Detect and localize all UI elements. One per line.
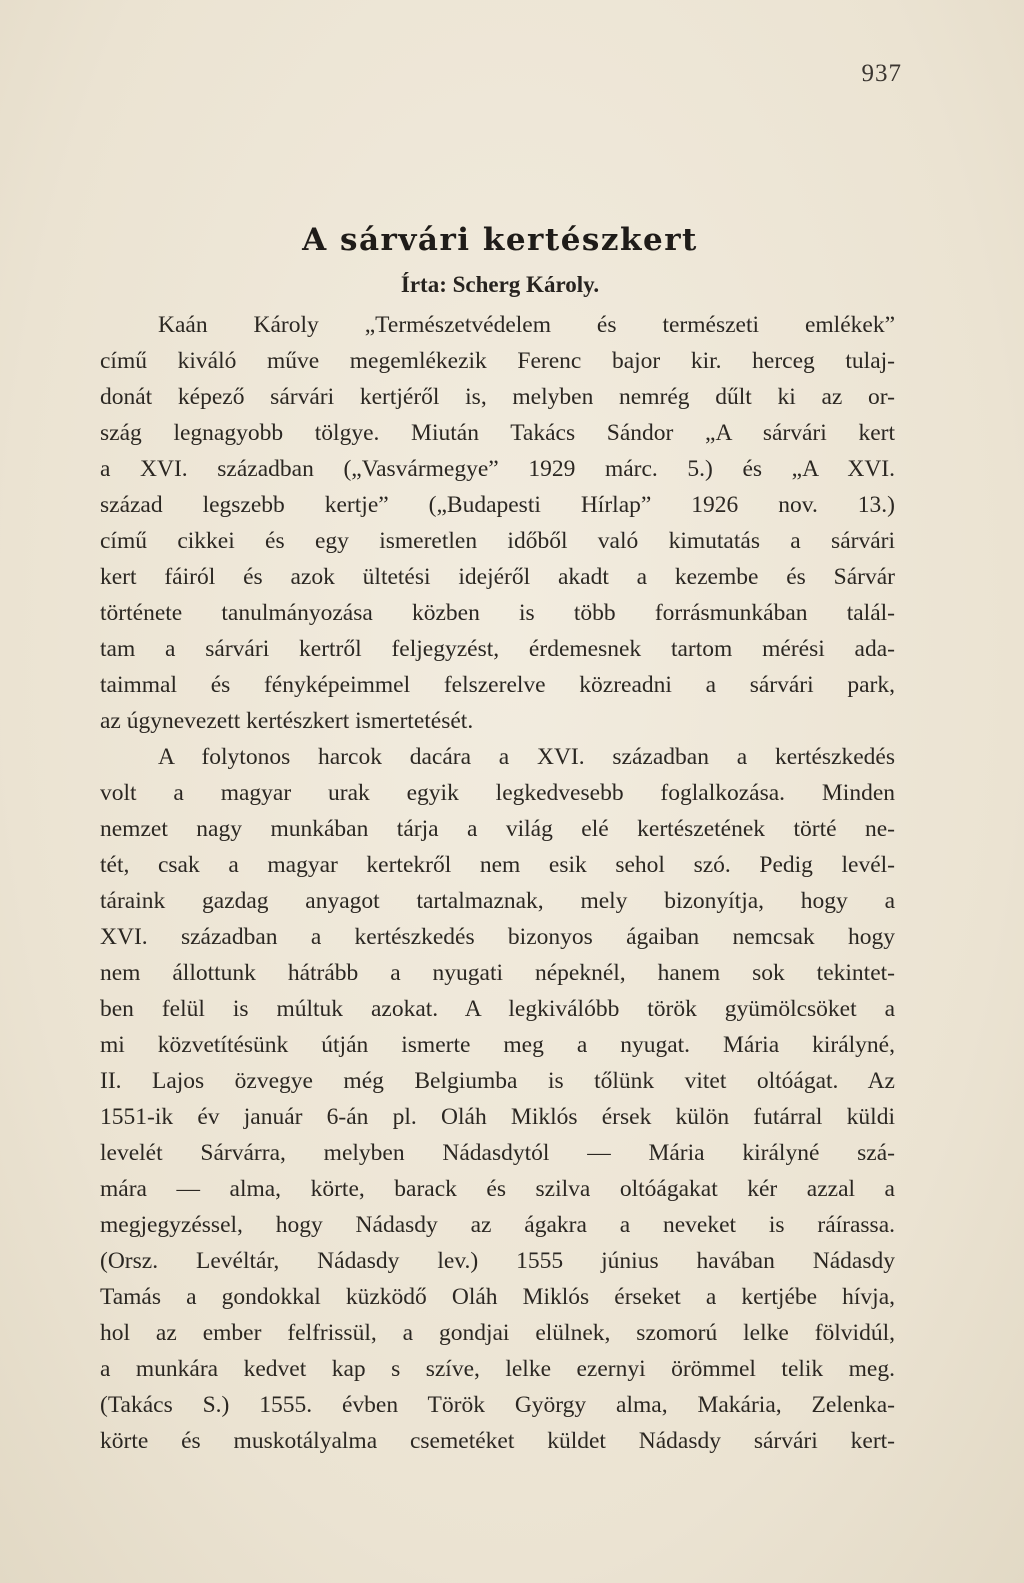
text-line: 1551-ik év január 6-án pl. Oláh Miklós érsek külön futárral küldi: [100, 1104, 895, 1130]
text-line: II. Lajos özvegye még Belgiumba is tőlünk vitet oltóágat. Az: [100, 1068, 895, 1094]
text-line: története tanulmányozása közben is több forrásmunkában talál-: [100, 600, 895, 626]
text-line: táraink gazdag anyagot tartalmaznak, mely bizonyítja, hogy a: [100, 888, 895, 914]
text-line: a XVI. században („Vasvármegye” 1929 márc. 5.) és „A XVI.: [100, 456, 895, 482]
text-line: mára — alma, körte, barack és szilva oltóágakat kér azzal a: [100, 1176, 895, 1202]
text-line: XVI. században a kertészkedés bizonyos ágaiban nemcsak hogy: [100, 924, 895, 950]
page-number: 937: [861, 60, 902, 87]
text-line: az úgynevezett kertészkert ismertetését.: [100, 708, 474, 734]
text-line: hol az ember felfrissül, a gondjai elülnek, szomorú lelke fölvidúl,: [100, 1320, 895, 1346]
author-byline: Írta: Scherg Károly.: [400, 272, 600, 297]
text-line: taimmal és fényképeimmel felszerelve közreadni a sárvári park,: [100, 672, 895, 698]
text-line: A folytonos harcok dacára a XVI. században a kertészkedés: [158, 744, 895, 770]
article-body: [100, 307, 895, 1459]
text-line: nem állottunk hátrább a nyugati népeknél, hanem sok tekintet-: [100, 960, 895, 986]
text-line: című cikkei és egy ismeretlen időből való kimutatás a sárvári: [100, 528, 895, 554]
text-line: című kiváló műve megemlékezik Ferenc bajor kir. herceg tulaj-: [100, 348, 895, 374]
text-line: megjegyzéssel, hogy Nádasdy az ágakra a neveket is ráírassa.: [100, 1212, 895, 1238]
text-line: Kaán Károly „Természetvédelem és természeti emlékek”: [158, 312, 895, 338]
text-line: volt a magyar urak egyik legkedvesebb foglalkozása. Minden: [100, 780, 895, 806]
text-line: mi közvetítésünk útján ismerte meg a nyugat. Mária királyné,: [100, 1032, 895, 1058]
text-line: kert fáiról és azok ültetési idejéről akadt a kezembe és Sárvár: [100, 564, 895, 590]
text-line: donát képező sárvári kertjéről is, melyben nemrég dűlt ki az or-: [100, 384, 895, 410]
text-line: a munkára kedvet kap s szíve, lelke ezernyi örömmel telik meg.: [100, 1356, 895, 1382]
text-line: tét, csak a magyar kertekről nem esik sehol szó. Pedig levél-: [100, 852, 895, 878]
text-line: körte és muskotályalma csemetéket küldet Nádasdy sárvári kert-: [100, 1428, 895, 1454]
text-line: Tamás a gondokkal küzködő Oláh Miklós érseket a kertjébe hívja,: [100, 1284, 895, 1310]
text-line: (Orsz. Levéltár, Nádasdy lev.) 1555 június havában Nádasdy: [100, 1248, 895, 1274]
text-line: levelét Sárvárra, melyben Nádasdytól — Mária királyné szá-: [100, 1140, 895, 1166]
text-line: század legszebb kertje” („Budapesti Hírlap” 1926 nov. 13.): [100, 492, 895, 518]
text-line: (Takács S.) 1555. évben Török György alma, Makária, Zelenka-: [100, 1392, 895, 1418]
text-line: szág legnagyobb tölgye. Miután Takács Sándor „A sárvári kert: [100, 420, 895, 446]
text-line: nemzet nagy munkában tárja a világ elé kertészetének törté ne-: [100, 816, 895, 842]
article-title: A sárvári kertészkert: [302, 222, 698, 258]
text-line: tam a sárvári kertről feljegyzést, érdemesnek tartom mérési ada-: [100, 636, 895, 662]
text-line: ben felül is múltuk azokat. A legkiválóbb török gyümölcsöket a: [100, 996, 895, 1022]
